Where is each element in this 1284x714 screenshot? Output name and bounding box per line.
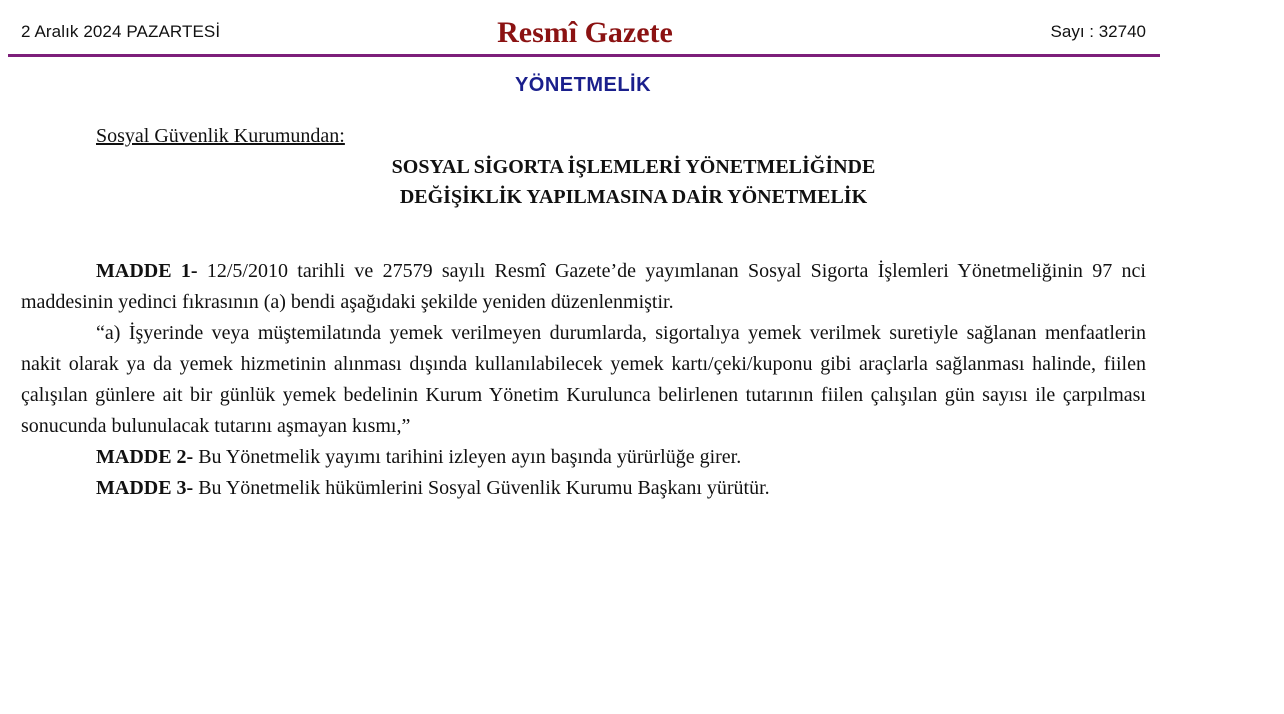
spacer: [21, 212, 1146, 256]
regulation-title-line-1: SOSYAL SİGORTA İŞLEMLERİ YÖNETMELİĞİNDE: [391, 156, 876, 178]
document-body: [21, 121, 1146, 504]
article-3-label: MADDE 3-: [96, 477, 194, 499]
regulation-title-line-2: DEĞİŞİKLİK YAPILMASINA DAİR YÖNETMELİK: [399, 186, 868, 208]
header-date: 2 Aralık 2024 PAZARTESİ: [21, 22, 221, 41]
amended-clause: [21, 318, 1146, 442]
issuing-institution: Sosyal Güvenlik Kurumundan:: [96, 125, 345, 147]
header-divider: [8, 54, 1160, 57]
article-3-text: Bu Yönetmelik hükümlerini Sosyal Güvenlik Kurumu Başkanı yürütür.: [193, 477, 770, 499]
article-1-label: MADDE 1-: [96, 260, 198, 282]
article-2-label: MADDE 2-: [96, 446, 194, 468]
article-1: [21, 256, 1146, 318]
article-3: [21, 473, 1146, 504]
article-1-text: 12/5/2010 tarihli ve 27579 sayılı Resmî Gazete’de yayımlanan Sosyal Sigorta İşlemleri Yönetmeliğinin 97 nci maddesinin yedinci fıkrasının (a) bendi aşağıdaki şekilde yeniden düzenlenmiştir.: [21, 260, 1146, 313]
issue-number: Sayı : 32740: [1050, 22, 1146, 41]
article-2: [21, 442, 1146, 473]
amended-clause-text: “a) İşyerinde veya müştemilatında yemek verilmeyen durumlarda, sigortalıya yemek verilmek suretiyle sağlanan menfaatlerin nakit olarak ya da yemek hizmetinin alınması dışında kullanılabilecek yemek kartı/çeki/kuponu gibi araçlarla sağlanması halinde, fiilen çalışılan günlere ait bir günlük yemek bedelinin Kurum Yönetim Kurulunca belirlenen tutarının fiilen çalışılan gün sayısı ile çarpılması sonucunda bulunulacak tutarını aşmayan kısmı,”: [21, 322, 1146, 437]
gazette-title: Resmî Gazete: [497, 16, 673, 49]
article-2-text: Bu Yönetmelik yayımı tarihini izleyen ayın başında yürürlüğe girer.: [193, 446, 742, 468]
section-heading: YÖNETMELİK: [514, 74, 652, 96]
